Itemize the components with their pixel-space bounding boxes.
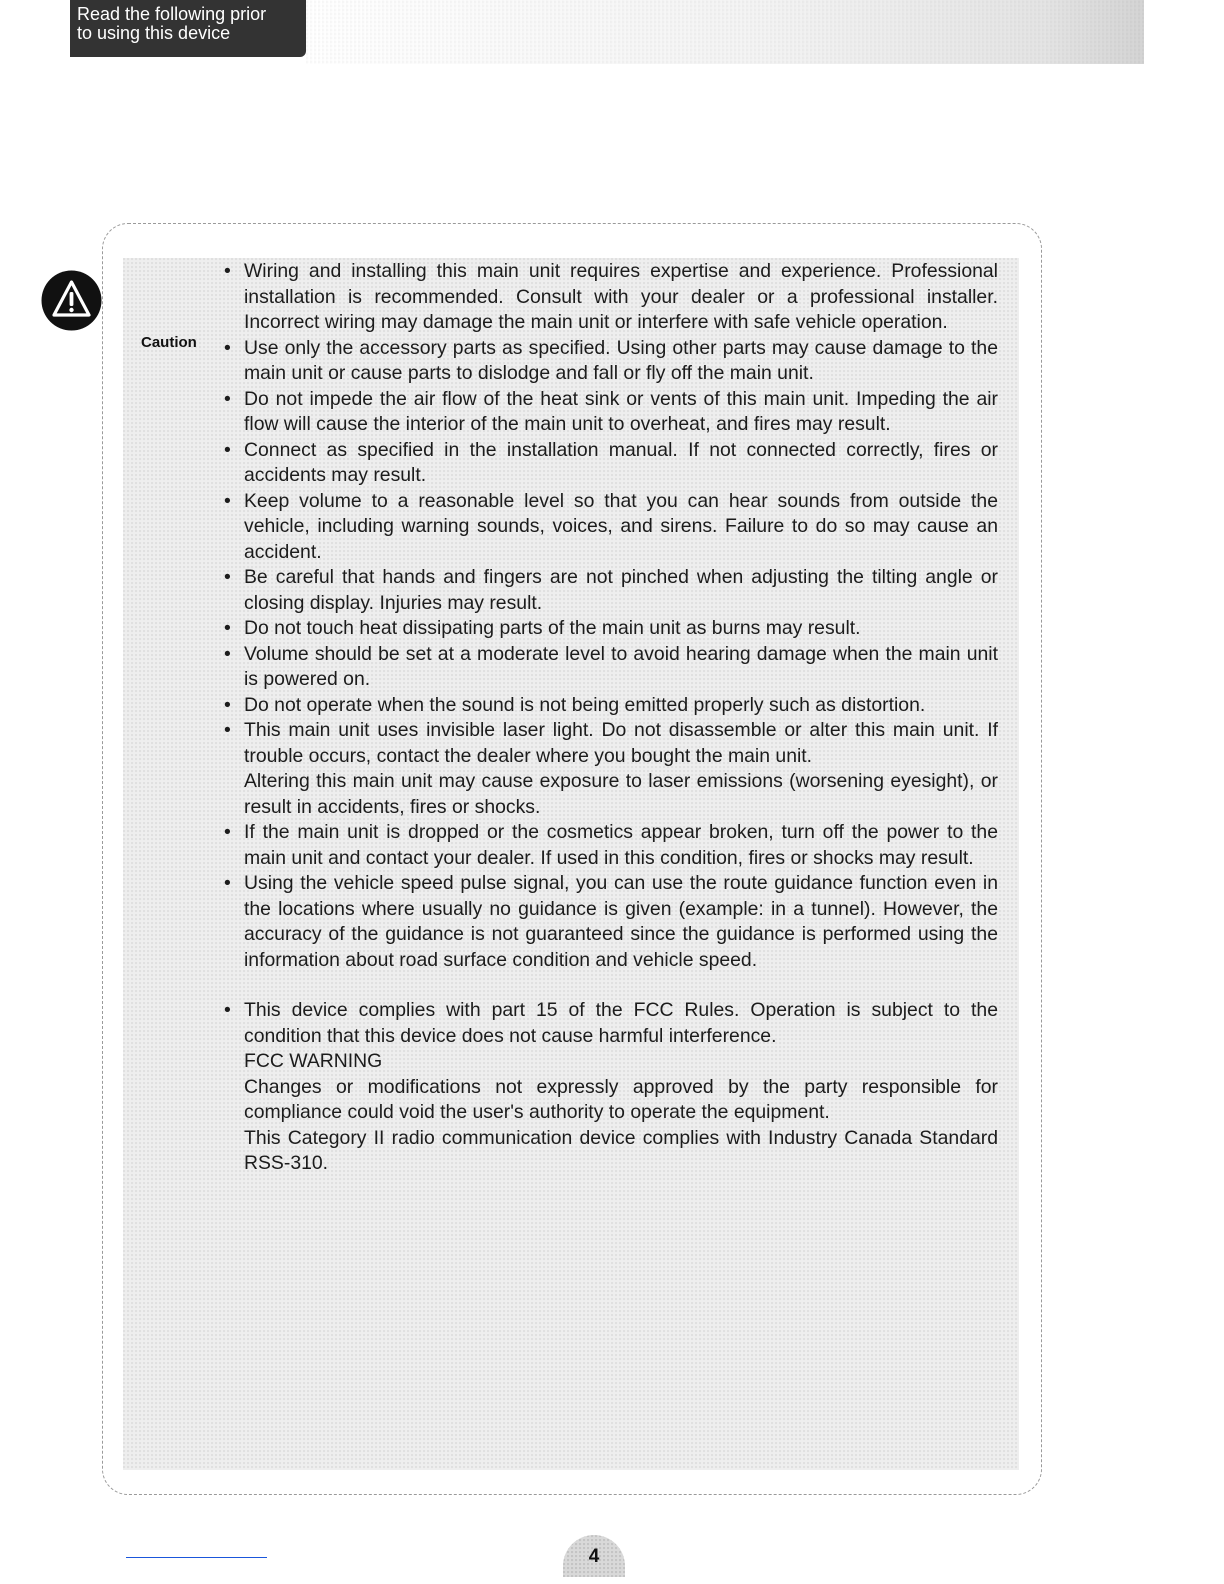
- note-text: If the main unit is dropped or the cosmetics appear broken, turn off the power to the main unit and contact your dealer. If used in this condition, fires or shocks may result.: [244, 821, 998, 869]
- bullet-icon: •: [224, 566, 231, 588]
- note-item-fcc: [222, 998, 998, 1177]
- note-text: Be careful that hands and fingers are not pinched when adjusting the tilting angle or closing display. Injuries may result.: [244, 566, 998, 614]
- note-text: Altering this main unit may cause exposure to laser emissions (worsening eyesight), or result in accidents, fires or shocks.: [244, 770, 998, 818]
- note-text: Do not touch heat dissipating parts of the main unit as burns may result.: [244, 617, 861, 639]
- note-text: Do not impede the air flow of the heat sink or vents of this main unit. Impeding the air flow will cause the interior of the main unit to overheat, and fires may result.: [244, 387, 998, 435]
- note-item: [222, 820, 998, 871]
- note-text: Using the vehicle speed pulse signal, you can use the route guidance function even in the locations where usually no guidance is given (example: in a tunnel). However, the accuracy of the guidance is not guaranteed since the guidance is performed using the information about road surface condition and vehicle speed.: [244, 872, 998, 971]
- note-item: [222, 387, 998, 438]
- note-item: [222, 616, 998, 642]
- bullet-icon: •: [224, 872, 231, 894]
- note-text: Volume should be set at a moderate level to avoid hearing damage when the main unit is powered on.: [244, 642, 998, 690]
- caution-label: Caution: [141, 334, 197, 351]
- note-item: [222, 871, 998, 973]
- note-item: [222, 718, 998, 820]
- header-decorative-strip: [306, 0, 1144, 64]
- note-item: [222, 565, 998, 616]
- note-text: Use only the accessory parts as specified. Using other parts may cause damage to the main unit or cause parts to dislodge and fall or fly off the main unit.: [244, 336, 998, 384]
- bullet-icon: •: [224, 999, 231, 1021]
- note-item: [222, 642, 998, 693]
- bullet-icon: •: [224, 260, 231, 282]
- bullet-icon: •: [224, 489, 231, 512]
- note-text: Do not operate when the sound is not being emitted properly such as distortion.: [244, 693, 926, 716]
- section-header-tab: [70, 0, 306, 57]
- note-text: Wiring and installing this main unit requires expertise and experience. Professional installation is recommended. Consult with your dealer or a professional installer. Incorrect wiring may damage the main unit or interfere with safe vehicle operation.: [244, 260, 998, 333]
- caution-notes-list: [222, 259, 998, 1177]
- bullet-icon: •: [224, 387, 231, 410]
- note-text: Keep volume to a reasonable level so that you can hear sounds from outside the vehicle, including warning sounds, voices, and sirens. Failure to do so may cause an accident.: [244, 489, 998, 563]
- bullet-icon: •: [224, 821, 231, 843]
- bullet-icon: •: [224, 642, 231, 665]
- caution-triangle-icon: [41, 270, 102, 331]
- note-text: This Category II radio communication device complies with Industry Canada Standard RSS-310.: [244, 1126, 998, 1174]
- bullet-icon: •: [224, 693, 231, 716]
- page-number: 4: [563, 1535, 625, 1577]
- note-item: [222, 489, 998, 566]
- fcc-warning-heading: FCC WARNING: [244, 1050, 383, 1072]
- note-text: Changes or modifications not expressly approved by the party responsible for compliance could void the user's authority to operate the equipment.: [244, 1075, 998, 1123]
- note-item: [222, 259, 998, 336]
- footer-link-underline: [126, 1557, 267, 1558]
- note-item: [222, 336, 998, 387]
- note-item: [222, 693, 998, 719]
- header-line-2: to using this device: [77, 23, 231, 43]
- bullet-icon: •: [224, 336, 231, 359]
- bullet-icon: •: [224, 438, 231, 461]
- bullet-icon: •: [224, 719, 231, 741]
- header-line-1: Read the following prior: [77, 4, 267, 24]
- note-text: This main unit uses invisible laser light. Do not disassemble or alter this main unit. If trouble occurs, contact the dealer where you bought the main unit.: [244, 719, 998, 767]
- note-text: This device complies with part 15 of the FCC Rules. Operation is subject to the condition that this device does not cause harmful interference.: [244, 999, 998, 1047]
- note-item: [222, 438, 998, 489]
- note-text: Connect as specified in the installation manual. If not connected correctly, fires or accidents may result.: [244, 438, 998, 486]
- bullet-icon: •: [224, 617, 231, 639]
